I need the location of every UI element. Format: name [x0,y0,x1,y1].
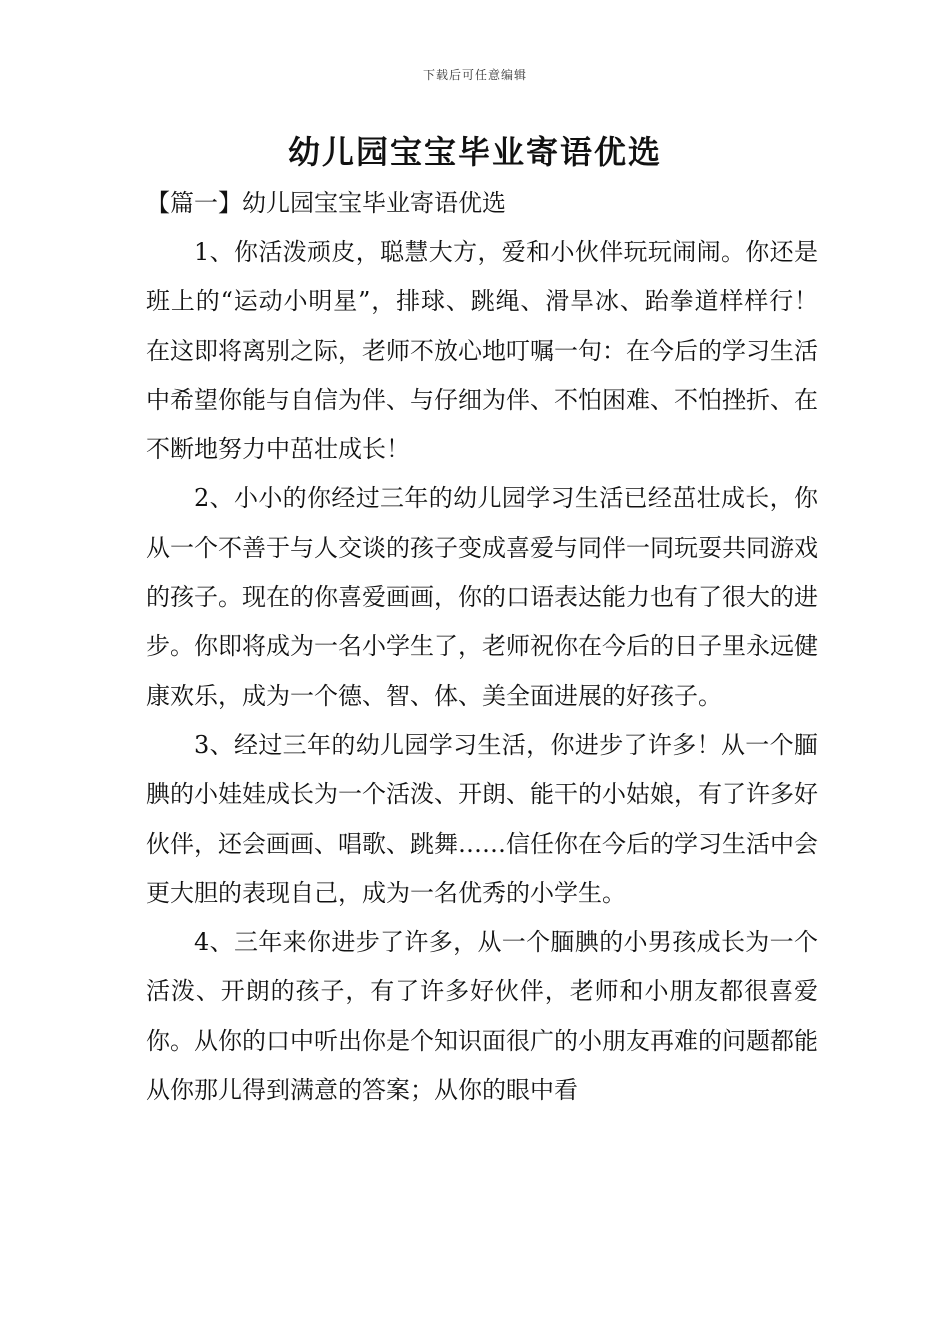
document-body [146,178,818,1115]
paragraph-1: 1、你活泼顽皮，聪慧大方，爱和小伙伴玩玩闹闹。你还是班上的“运动小明星”，排球、跳绳、滑旱冰、跆拳道样样行！在这即将离别之际，老师不放心地叮嘱一句：在今后的学习生活中希望你能与自信为伴、与仔细为伴、不怕困难、不怕挫折、在不断地努力中茁壮成长！ [146,238,818,464]
paragraph-4: 4、三年来你进步了许多，从一个腼腆的小男孩成长为一个活泼、开朗的孩子，有了许多好伙伴，老师和小朋友都很喜爱你。从你的口中听出你是个知识面很广的小朋友再难的问题都能从你那儿得到满意的答案；从你的眼中看 [146,928,818,1105]
section-heading: 【篇一】幼儿园宝宝毕业寄语优选 [146,189,506,217]
document-title: 幼儿园宝宝毕业寄语优选 [287,133,662,171]
paragraph-3: 3、经过三年的幼儿园学习生活，你进步了许多！从一个腼腆的小娃娃成长为一个活泼、开朗、能干的小姑娘，有了许多好伙伴，还会画画、唱歌、跳舞……信任你在今后的学习生活中会更大胆的表现自己，成为一名优秀的小学生。 [146,730,818,907]
header-note: 下载后可任意编辑 [422,68,527,82]
paragraph-2: 2、小小的你经过三年的幼儿园学习生活已经茁壮成长，你从一个不善于与人交谈的孩子变成喜爱与同伴一同玩耍共同游戏的孩子。现在的你喜爱画画，你的口语表达能力也有了很大的进步。你即将成为一名小学生了，老师祝你在今后的日子里永远健康欢乐，成为一个德、智、体、美全面进展的好孩子。 [146,484,818,710]
